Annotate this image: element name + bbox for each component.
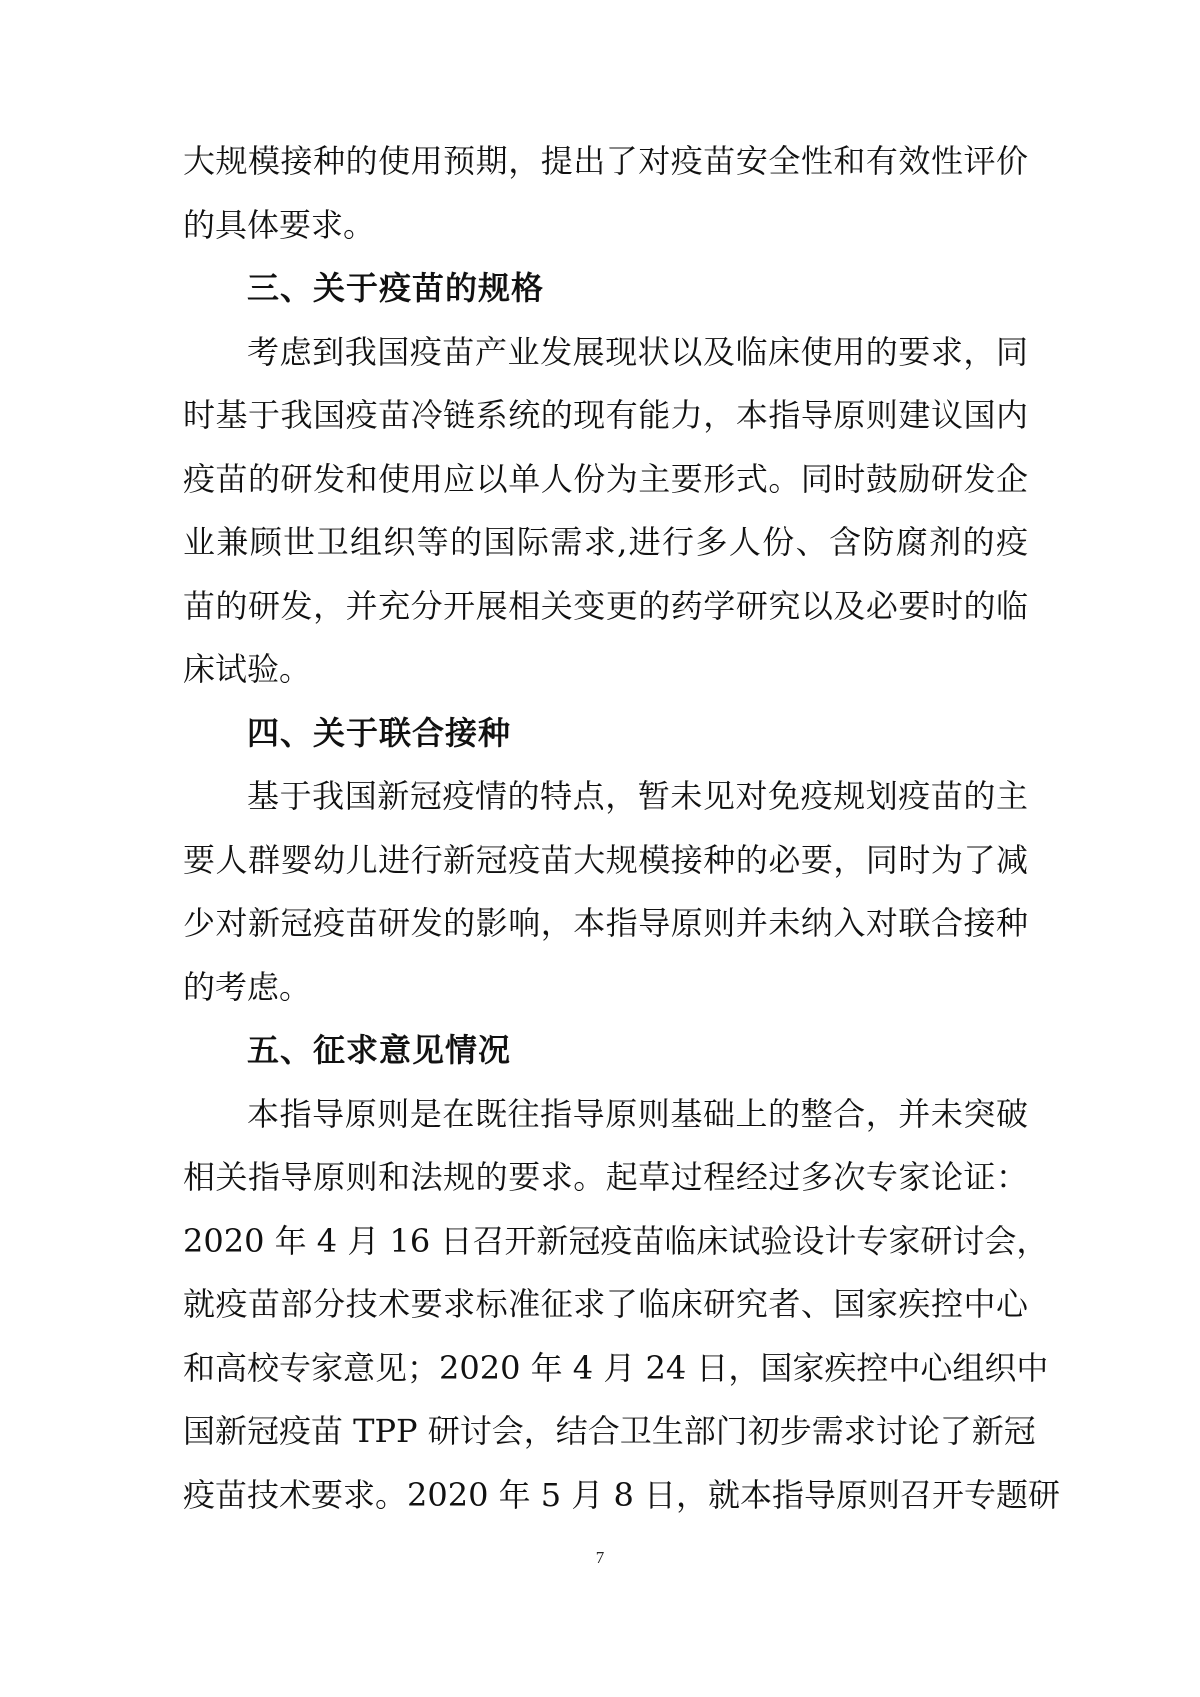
body-text-line: 基于我国新冠疫情的特点，暂未见对免疫规划疫苗的主: [247, 777, 1028, 815]
section-heading-consultation: 五、征求意见情况: [247, 1031, 512, 1069]
body-text-line: 考虑到我国疫苗产业发展现状以及临床使用的要求，同: [247, 332, 1028, 371]
body-text-line: 的考虑。: [183, 967, 312, 1006]
body-text-line: 床试验。: [183, 650, 312, 688]
page-number: 7: [595, 1548, 605, 1567]
body-text-line: 要人群婴幼儿进行新冠疫苗大规模接种的必要，同时为了减: [183, 840, 1028, 879]
body-text-line: 本指导原则是在既往指导原则基础上的整合，并未突破: [247, 1094, 1028, 1133]
body-text-line: 业兼顾世卫组织等的国际需求,进行多人份、含防腐剂的疫: [183, 523, 1028, 561]
document-body: [183, 130, 1061, 1527]
body-text-line: 少对新冠疫苗研发的影响，本指导原则并未纳入对联合接种: [183, 904, 1028, 942]
body-text-line: 和高校专家意见；2020 年 4 月 24 日，国家疾控中心组织中: [183, 1348, 1049, 1387]
body-text-line: 苗的研发，并充分开展相关变更的药学研究以及必要时的临: [183, 586, 1028, 625]
body-text-line: 就疫苗部分技术要求标准征求了临床研究者、国家疾控中心: [183, 1285, 1028, 1323]
section-heading-vaccine-specification: 三、关于疫苗的规格: [247, 269, 545, 307]
body-text-line: 2020 年 4 月 16 日召开新冠疫苗临床试验设计专家研讨会，: [183, 1221, 1049, 1260]
body-text-line: 国新冠疫苗 TPP 研讨会，结合卫生部门初步需求讨论了新冠: [183, 1412, 1036, 1450]
body-text-line: 疫苗技术要求。2020 年 5 月 8 日，就本指导原则召开专题研: [183, 1475, 1061, 1514]
body-text-line: 大规模接种的使用预期，提出了对疫苗安全性和有效性评价: [183, 142, 1028, 180]
body-text-line: 的具体要求。: [183, 205, 376, 244]
section-heading-combined-vaccination: 四、关于联合接种: [247, 713, 512, 752]
body-text-line: 相关指导原则和法规的要求。起草过程经过多次专家论证：: [183, 1158, 1028, 1196]
body-text-line: 疫苗的研发和使用应以单人份为主要形式。同时鼓励研发企: [183, 459, 1028, 498]
body-text-line: 时基于我国疫苗冷链系统的现有能力，本指导原则建议国内: [183, 396, 1028, 434]
